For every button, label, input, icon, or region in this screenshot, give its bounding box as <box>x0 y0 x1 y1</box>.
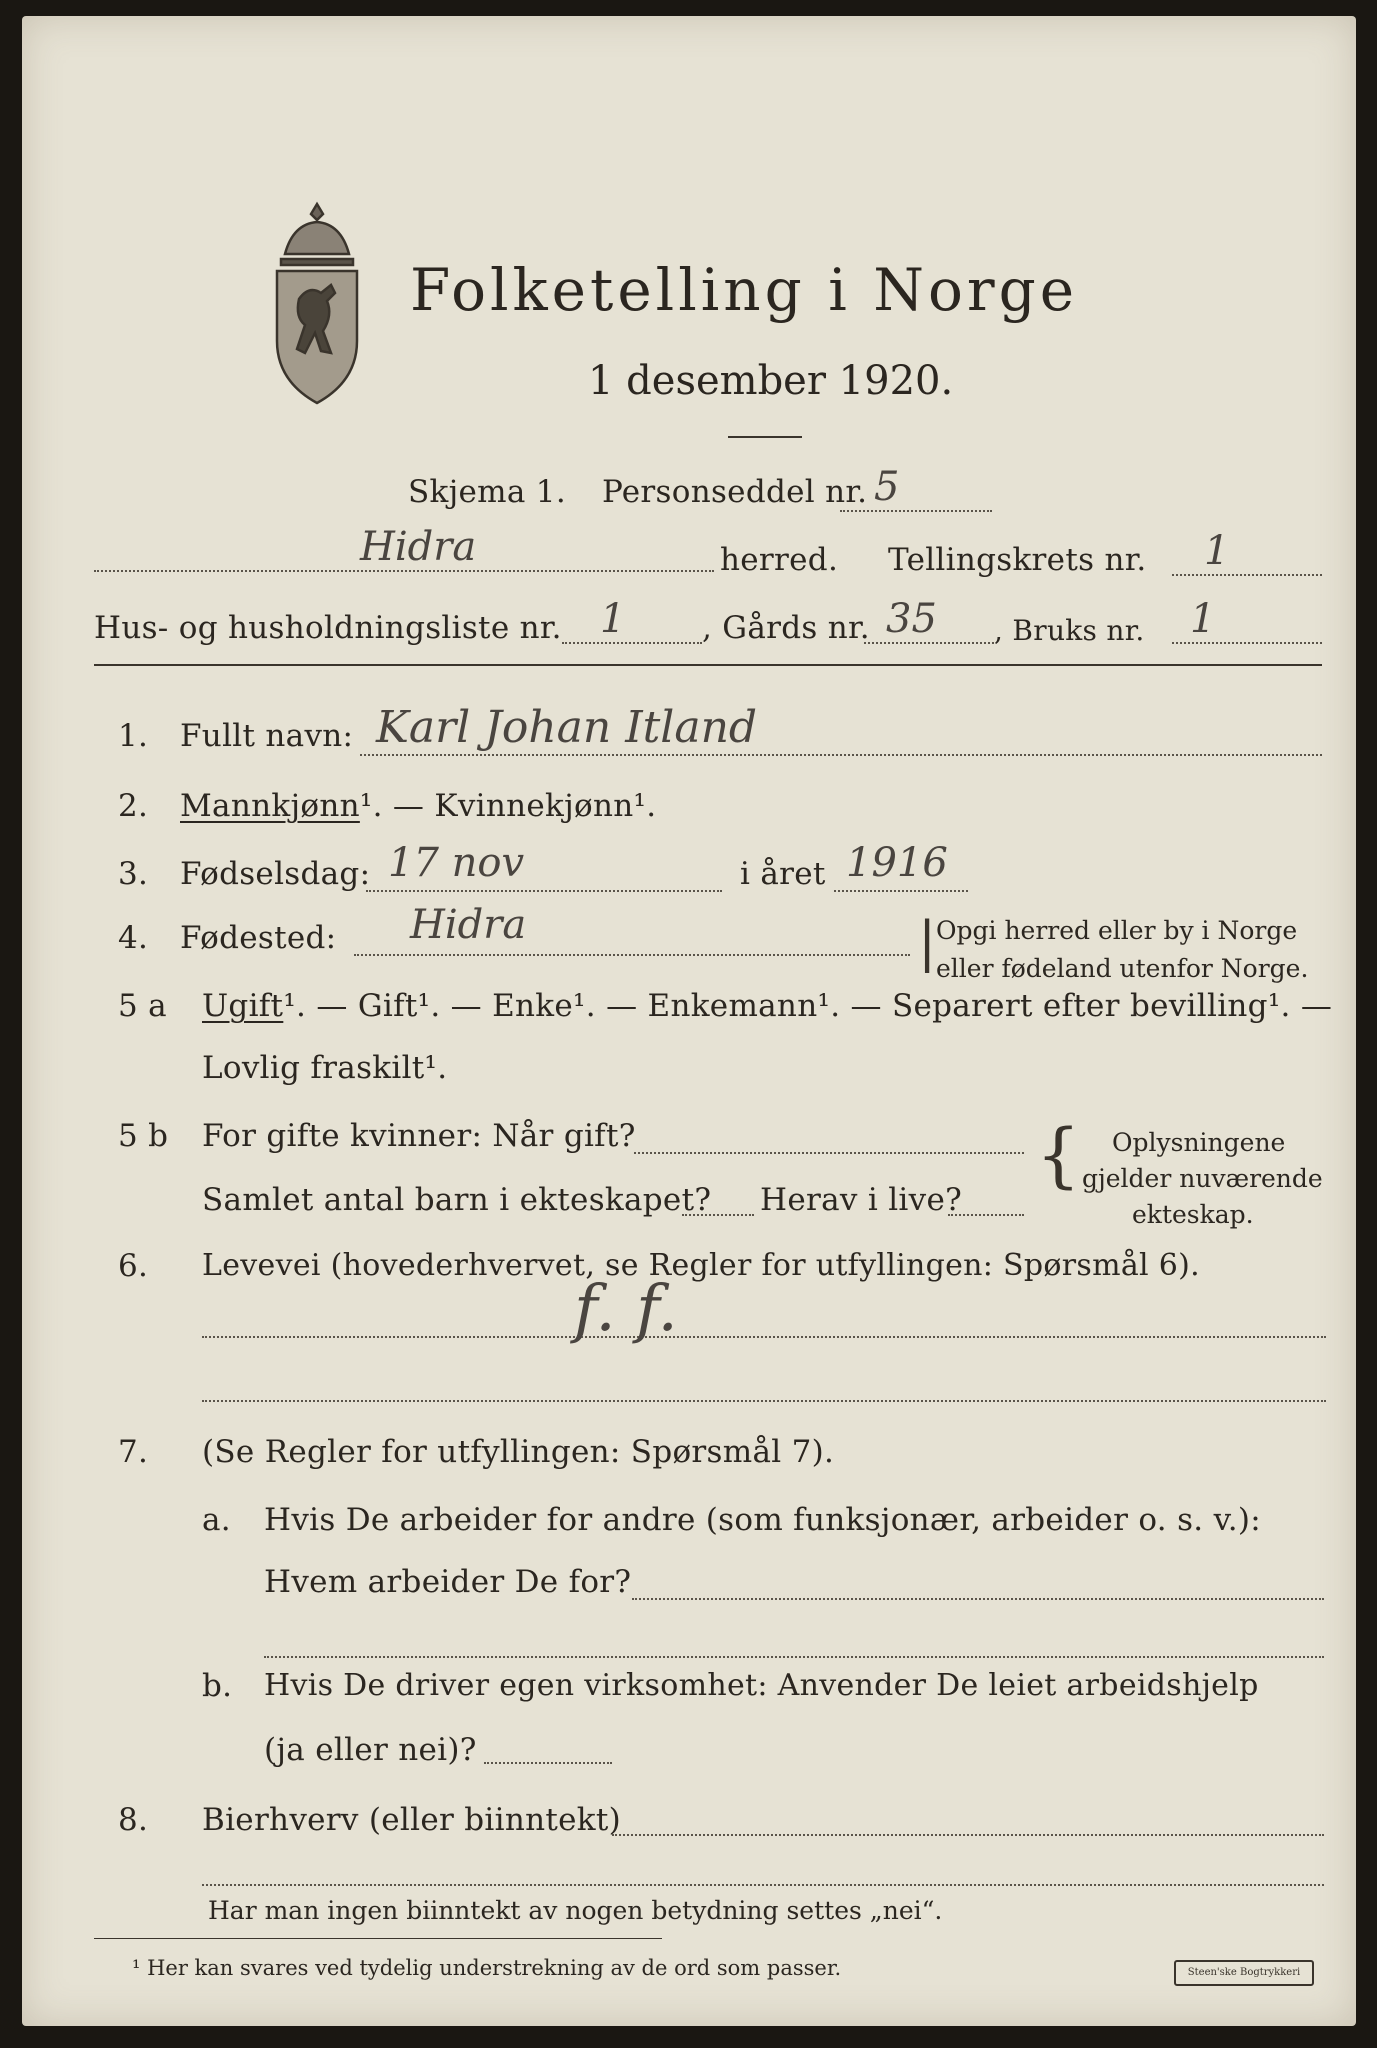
hus-label: Hus- og husholdningsliste nr. <box>94 610 562 646</box>
q5b-note-3: ekteskap. <box>1132 1200 1254 1229</box>
norway-coat-of-arms-icon <box>267 199 367 419</box>
hus-line <box>562 642 702 644</box>
footnote-rule <box>94 1938 662 1939</box>
q2-number: 2. <box>118 788 149 824</box>
q6-label: Levevei (hovederhvervet, se Regler for utfyllingen: Spørsmål 6). <box>202 1248 1200 1283</box>
bruks-line <box>1172 642 1322 644</box>
q2-female: Kvinnekjønn <box>434 788 634 824</box>
q5a-ugift: Ugift <box>202 988 284 1024</box>
title-divider <box>728 436 802 438</box>
gards-value: 35 <box>886 596 937 642</box>
q7b-line <box>484 1762 612 1764</box>
bruks-label: , Bruks nr. <box>994 614 1145 647</box>
q7-label: (Se Regler for utfyllingen: Spørsmål 7). <box>202 1434 835 1470</box>
q8-line-1 <box>612 1834 1324 1836</box>
hus-value: 1 <box>600 596 626 642</box>
q3-birthday: 17 nov <box>388 840 525 886</box>
form-title: Folketelling i Norge <box>410 256 1079 324</box>
q6-number: 6. <box>118 1248 149 1284</box>
q8-number: 8. <box>118 1802 149 1838</box>
q2-end: ¹. <box>633 788 657 824</box>
q3-line <box>366 890 722 892</box>
q5b-label-married: For gifte kvinner: Når gift? <box>202 1118 636 1154</box>
q5b-alive-line <box>948 1214 1024 1216</box>
q5b-label-alive: Herav i live? <box>760 1182 963 1218</box>
q1-full-name: Karl Johan Itland <box>376 702 758 753</box>
q5a-number: 5 a <box>118 988 167 1024</box>
q7a-line-2 <box>264 1656 1324 1658</box>
q3-year-label: i året <box>740 856 826 892</box>
q5b-brace: { <box>1036 1114 1081 1196</box>
q5b-note-2: gjelder nuværende <box>1082 1164 1323 1193</box>
herred-line <box>94 570 714 572</box>
bruks-value: 1 <box>1190 596 1216 642</box>
tellingskrets-value: 1 <box>1204 528 1230 574</box>
q7b-label: Hvis De driver egen virksomhet: Anvender De leiet arbeidshjelp <box>264 1668 1259 1703</box>
q5a-options <box>202 988 1332 1024</box>
q6-line-2 <box>202 1400 1326 1402</box>
q4-label: Fødested: <box>180 920 337 956</box>
q5b-married-line <box>634 1152 1024 1154</box>
gards-label: , Gårds nr. <box>702 610 870 646</box>
q4-note-2: eller fødeland utenfor Norge. <box>936 954 1309 983</box>
q7a-label-2: Hvem arbeider De for? <box>264 1564 632 1600</box>
header-rule <box>94 664 1322 666</box>
q6-occupation: f. f. <box>574 1272 678 1346</box>
herred-value: Hidra <box>360 524 477 570</box>
q7a-letter: a. <box>202 1502 231 1538</box>
q3-year: 1916 <box>846 840 948 886</box>
q6-line-1 <box>202 1336 1326 1338</box>
tellingskrets-label: Tellingskrets nr. <box>888 542 1147 578</box>
q3-number: 3. <box>118 856 149 892</box>
personseddel-label: Personseddel nr. <box>602 474 868 510</box>
q4-line <box>354 954 910 956</box>
q4-number: 4. <box>118 920 149 956</box>
q1-label: Fullt navn: <box>180 718 354 754</box>
census-date: 1 desember 1920. <box>588 358 954 404</box>
q4-brace: | <box>918 910 937 973</box>
q5b-note-1: Oplysningene <box>1112 1128 1286 1157</box>
q5b-number: 5 b <box>118 1118 169 1154</box>
q5b-label-children: Samlet antal barn i ekteskapet? <box>202 1182 712 1218</box>
printer-stamp: Steen'ske Bogtrykkeri <box>1174 1960 1314 1986</box>
q4-note-1: Opgi herred eller by i Norge <box>936 916 1298 945</box>
q7a-label: Hvis De arbeider for andre (som funksjonær, arbeider o. s. v.): <box>264 1502 1262 1538</box>
q4-birthplace: Hidra <box>410 902 527 948</box>
census-form-page <box>22 16 1356 2026</box>
q7a-line-1 <box>632 1598 1324 1600</box>
biinntekt-note: Har man ingen biinntekt av nogen betydning settes „nei“. <box>208 1896 943 1925</box>
q5b-children-line <box>682 1214 754 1216</box>
skjema-label: Skjema 1. <box>408 474 566 510</box>
q2-male: Mannkjønn <box>180 788 360 824</box>
q7b-letter: b. <box>202 1668 233 1704</box>
q3-year-line <box>834 890 968 892</box>
q7-number: 7. <box>118 1434 149 1470</box>
q7b-label-2: (ja eller nei)? <box>264 1732 477 1768</box>
q2-options <box>180 788 656 824</box>
q3-label: Fødselsdag: <box>180 856 371 892</box>
gards-line <box>864 642 994 644</box>
q5a-rest: ¹. — Gift¹. — Enke¹. — Enkemann¹. — Separert efter bevilling¹. — <box>283 988 1333 1024</box>
q5a-line2: Lovlig fraskilt¹. <box>202 1050 448 1086</box>
q1-line <box>360 754 1322 756</box>
footnote: ¹ Her kan svares ved tydelig understrekning av de ord som passer. <box>132 1956 842 1980</box>
tellingskrets-line <box>1172 574 1322 576</box>
q1-number: 1. <box>118 718 149 754</box>
q8-line-2 <box>202 1884 1324 1886</box>
personseddel-value: 5 <box>874 464 900 510</box>
herred-label: herred. <box>720 542 839 578</box>
q2-separator: ¹. — <box>359 788 435 824</box>
personseddel-line <box>840 510 992 512</box>
q8-label: Bierhverv (eller biinntekt) <box>202 1802 622 1838</box>
